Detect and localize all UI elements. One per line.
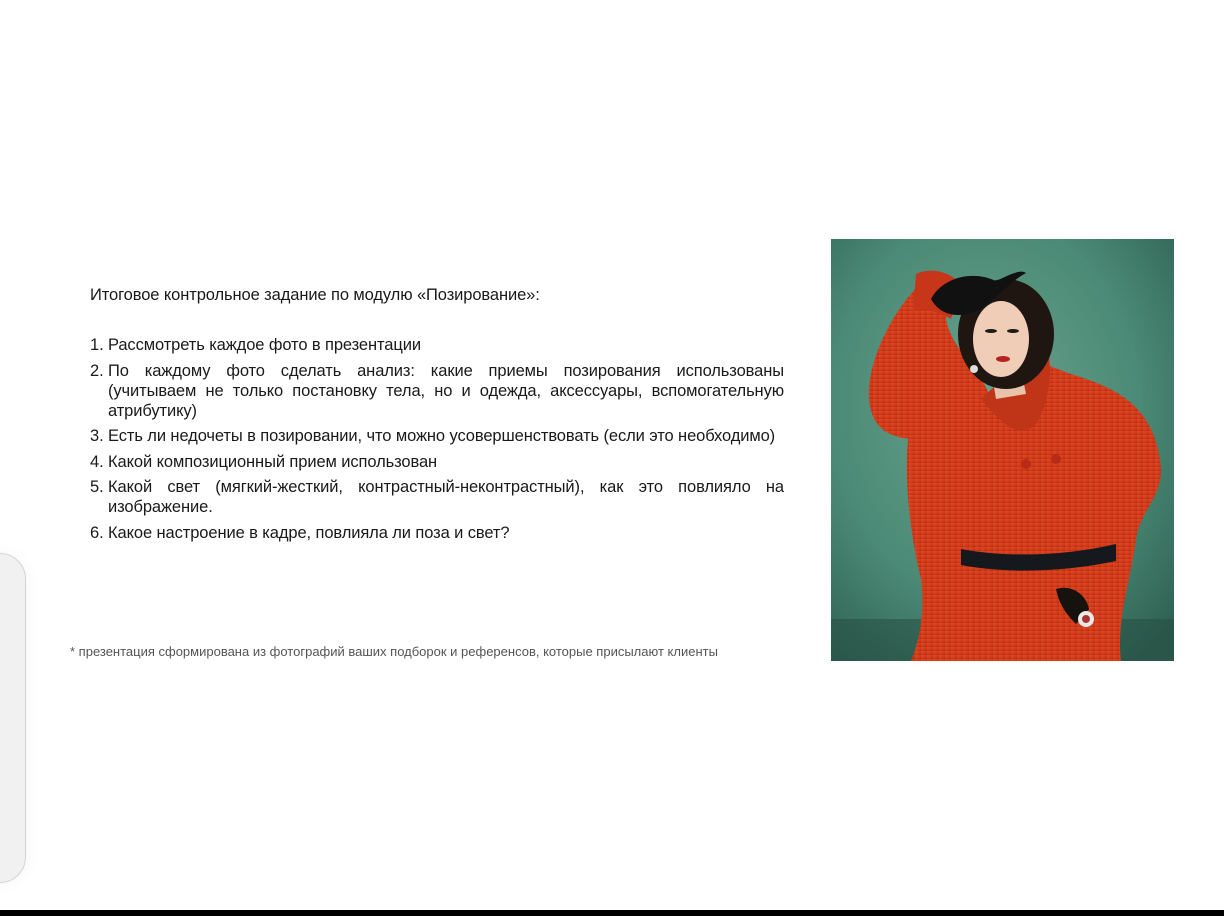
slide-title: Итоговое контрольное задание по модулю «Позирование»: [90,286,540,304]
task-text: Какой свет (мягкий-жесткий, контрастный-неконтрастный), как это повлияло на изображение. [108,478,784,516]
task-number: 6. [90,523,104,542]
task-text: Рассмотреть каждое фото в презентации [108,336,421,354]
task-number: 1. [90,336,104,354]
task-item [90,361,784,421]
task-list [90,335,784,548]
side-panel-handle[interactable] [0,553,26,883]
task-item [90,335,784,355]
task-number: 5. [90,478,104,496]
task-item [90,523,784,543]
task-item [90,426,784,446]
task-item [90,477,784,517]
fashion-photo [831,239,1174,661]
task-number: 3. [90,427,104,445]
bottom-border [0,910,1224,916]
task-text: По каждому фото сделать анализ: какие приемы позирования использованы (учитываем не только постановку тела, но и одежда, аксессуары, вспомогательную атрибутику) [108,361,784,420]
task-text: Какой композиционный прием использован [108,452,438,471]
task-item [90,452,784,472]
footnote: * презентация сформирована из фотографий ваших подборок и референсов, которые присылают клиенты [70,644,718,659]
task-number: 4. [90,452,104,471]
task-text: Есть ли недочеты в позировании, что можно усовершенствовать (если это необходимо) [108,427,776,445]
task-number: 2. [90,361,104,380]
task-text: Какое настроение в кадре, повлияла ли поза и свет? [108,523,510,542]
